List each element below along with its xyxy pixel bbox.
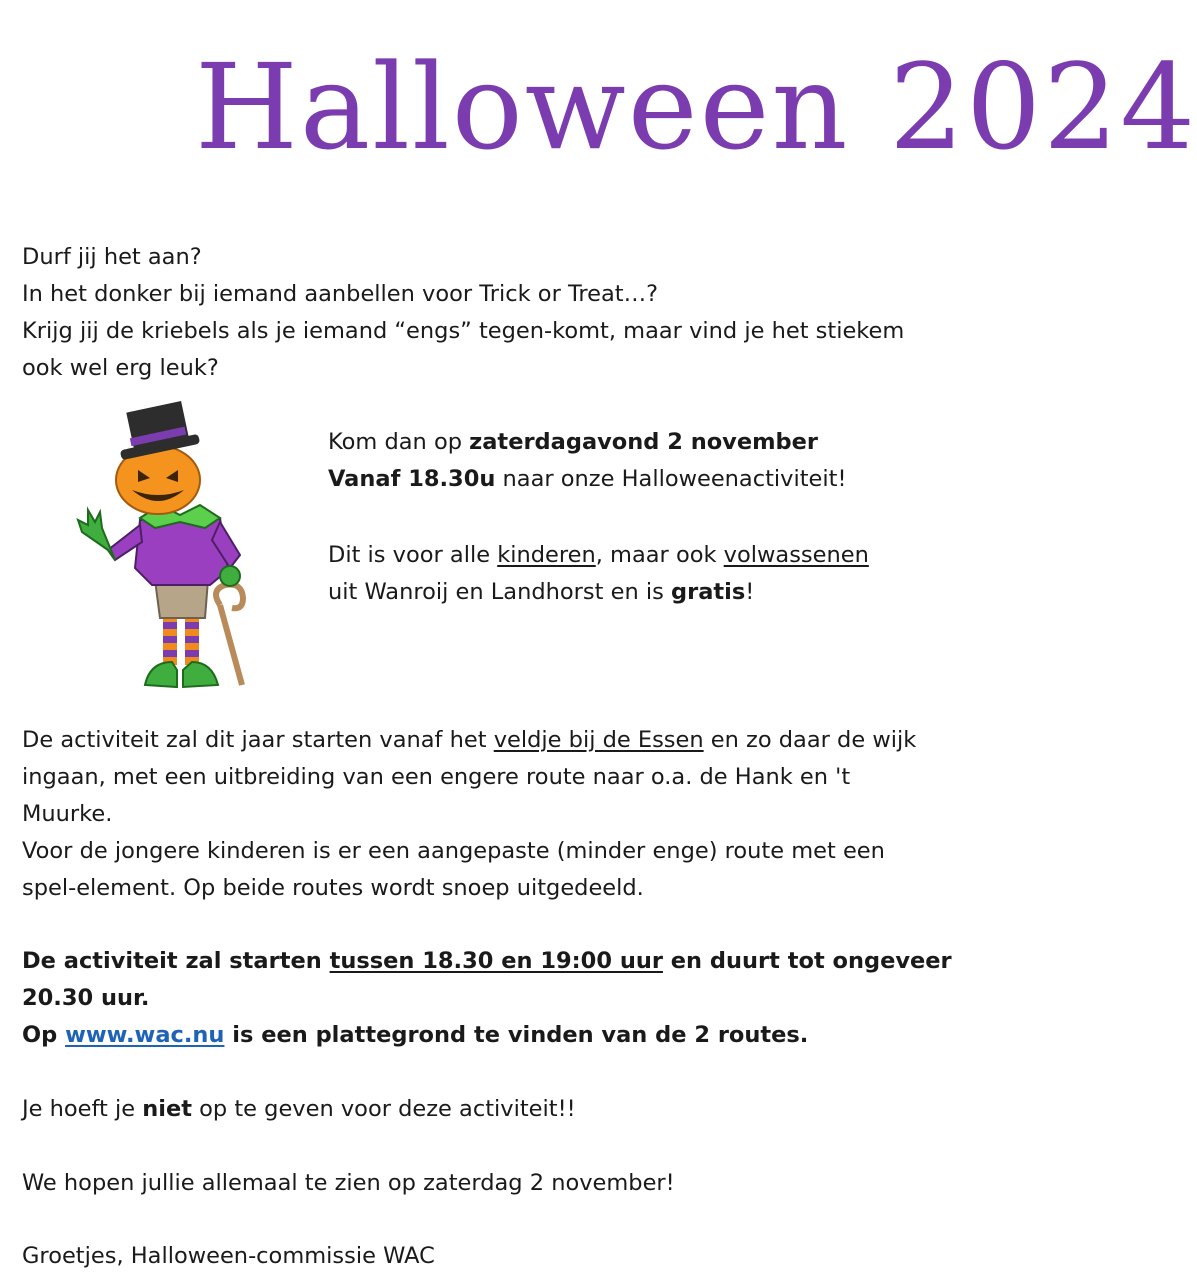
timing-line-3: Op www.wac.nu is een plattegrond te vinden van de 2 routes. [22, 1022, 809, 1048]
invite-time-line: Vanaf 18.30u naar onze Halloweenactiviteit! [328, 466, 847, 492]
details-line-5: spel-element. Op beide routes wordt snoep uitgedeeld. [22, 875, 644, 901]
pumpkin-scarecrow-illustration [60, 400, 260, 695]
details-line-4: Voor de jongere kinderen is er een aangepaste (minder enge) route met een [22, 838, 885, 864]
details-line-2: ingaan, met een uitbreiding van een engere route naar o.a. de Hank en 't [22, 764, 851, 790]
details-line-3: Muurke. [22, 801, 113, 827]
intro-line-3: Krijg jij de kriebels als je iemand “engs” tegen-komt, maar vind je het stiekem [22, 318, 905, 344]
invite-date-line: Kom dan op zaterdagavond 2 november [328, 429, 819, 455]
page-title: Halloween 2024 [195, 38, 1197, 176]
timing-line-1: De activiteit zal starten tussen 18.30 en 19:00 uur en duurt tot ongeveer [22, 948, 952, 974]
signature-line: Groetjes, Halloween-commissie WAC [22, 1243, 435, 1269]
wac-website-link[interactable]: www.wac.nu [65, 1022, 225, 1048]
details-line-1: De activiteit zal dit jaar starten vanaf het veldje bij de Essen en zo daar de wijk [22, 727, 917, 753]
registration-line: Je hoeft je niet op te geven voor deze activiteit!! [22, 1096, 576, 1122]
intro-line-4: ook wel erg leuk? [22, 355, 219, 381]
invite-audience-line: Dit is voor alle kinderen, maar ook volwassenen [328, 542, 869, 568]
closing-line: We hopen jullie allemaal te zien op zaterdag 2 november! [22, 1170, 675, 1196]
intro-line-2: In het donker bij iemand aanbellen voor Trick or Treat…? [22, 281, 659, 307]
invite-free-line: uit Wanroij en Landhorst en is gratis! [328, 579, 755, 605]
intro-line-1: Durf jij het aan? [22, 244, 202, 270]
timing-line-2: 20.30 uur. [22, 985, 150, 1011]
